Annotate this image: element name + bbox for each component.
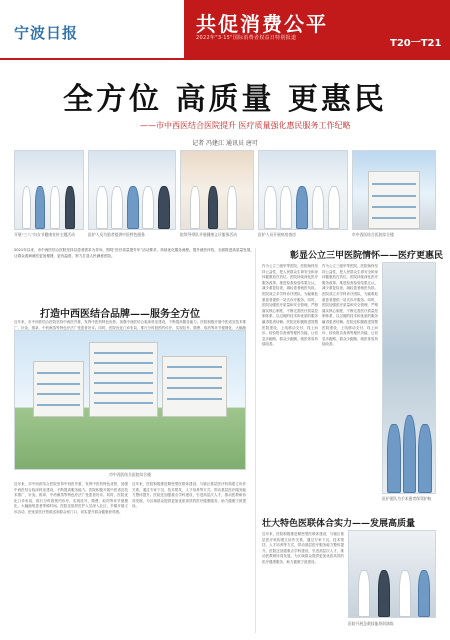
photo-free-clinic [180,150,254,230]
section-heading [262,516,415,529]
photo-caption: 市中西医结合医院综合楼 [109,472,151,477]
section-heading [290,248,443,261]
photo-surgery-team [382,262,436,494]
lead-paragraph: 2021年以来，市中西医结合医院坚持以患者需求为导向，围绕“医疗质量提升年”活动要求，持续优化服务流程，提升就医体验，全面推进高质量发展，让群众看病就医更加便捷、更有温度，努力打造人民满意医院。 [14,248,254,258]
section-heading-text: 打造中西医结合品牌——服务全方位 [40,309,200,320]
section-body: 近年来，市中西医结合医院坚持中西医并重，发挥中医药特色优势，加强中西医结合临床科室建设，不断提高服务能力。医院积极开展中医适宜技术推广，针灸、推拿、中药熏蒸等特色疗法广受患者好评。同时，医院优化门诊布局，推行分时段预约诊疗，实现挂号、缴费、取药等环节便捷化，大幅缩 [14,320,246,330]
photo-caption: 开展“三八”妇女节健康宣传主题活动 [14,232,75,237]
article-subtitle: ——市中西医结合医院提升 医疗质量强化惠民服务工作纪略 [140,121,351,130]
masthead: 宁波日报 [14,24,79,42]
photo-caption: 医护人员开展病房查房 [258,232,296,237]
section-body: 近年来，医院积极推进紧密型医联体建设，与辖区基层医疗机构建立协作关系，通过专家下沉、技术帮扶、人才培养等方式，带动基层医疗服务能力整体提升。医院还加强重点学科建设，引进高层次人才，推动医教研协同发展，为区域群众提供更加优质高效的医疗健康服务，助力健康宁波建设。 [132,482,246,509]
section-heading [40,305,200,320]
photo-caption: 院领导带队开展健康义诊服务活动 [180,232,237,237]
section-subtitle: 2022年"3·15"国际消费者权益日特别报道 [196,35,297,41]
page-number: T20一T21 [390,38,442,49]
section-heading-text: 壮大特色医联体合实力——发展高质量 [262,519,416,529]
section-body: 作为公立三级甲等医院，医院始终坚持公益性，把人民群众生命安全和身体健康放在首位。医院持续深化医疗服务改革，推进检查检验结果互认，减少重复检查，减轻患者就医负担。医院成立多学科诊疗团队，为疑难危重患者提供一站式诊疗服务。同时，医院加强医疗质量和安全管理，严格落实核心制度，不断完善医疗质量控制体系，以过硬的技术和优质的服务赢得患者信赖。医院还积极推进智慧医院建设，上线移动支付、线上问诊、检验报告查询等便民功能，让信息多跑路、群众少跑腿，就医体验持续改善。 [262,264,318,347]
article-byline: 记者 冯建江 通讯员 唐可 [192,140,258,147]
photo-ward-rounds [258,150,348,230]
photo-caption: 市中西医结合医院综合楼 [352,232,394,237]
photo-caption: 医护人员为患者提供中医特色服务 [88,232,145,237]
section-title: 共促消费公平 [196,12,328,36]
page-header [0,0,450,60]
photo-caption: 医院开展急救技能培训演练 [348,621,394,626]
photo-caption: 医护团队为手术患者保驾护航 [382,496,432,501]
photo-emergency-training [348,530,436,618]
article-title: 全方位 高质量 更惠民 [63,82,387,117]
photo-womens-day [14,150,84,230]
photo-hospital-exterior [352,150,436,230]
photo-tcm-service [88,150,176,230]
section-body: 作为公立三级甲等医院，医院始终坚持公益性，把人民群众生命安全和身体健康放在首位。医院持续深化医疗服务改革，推进检查检验结果互认，减少重复检查，减轻患者就医负担。医院成立多学科诊疗团队，为疑难危重患者提供一站式诊疗服务。同时，医院加强医疗质量和安全管理，严格落实核心制度，不断完善医疗质量控制体系，以过硬的技术和优质的服务赢得患者信赖。医院还积极推进智慧医院建设，上线移动支付、线上问诊、检验报告查询等便民功能，让信息多跑路、群众少跑腿，就医体验持续改善。 [322,264,378,347]
section-heading-text: 彰显公立三甲医院情怀——医疗更惠民 [290,251,444,261]
column-divider [255,248,256,633]
photo-hospital-building [14,330,246,470]
section-body: 近年来，医院积极推进紧密型医联体建设，与辖区基层医疗机构建立协作关系，通过专家下沉、技术帮扶、人才培养等方式，带动基层医疗服务能力整体提升。医院还加强重点学科建设，引进高层次人才，推动医教研协同发展，为区域群众提供更加优质高效的医疗健康服务，助力健康宁波建设。 [262,532,344,564]
section-body: 近年来，市中西医结合医院坚持中西医并重，发挥中医药特色优势，加强中西医结合临床科室建设，不断提高服务能力。医院积极开展中医适宜技术推广，针灸、推拿、中药熏蒸等特色疗法广受患者好评。同时，医院优化门诊布局，推行分时段预约诊疗，实现挂号、缴费、取药等环节便捷化，大幅缩短患者等候时间。医院还组织医护人员深入社区、乡镇开展义诊活动，把优质医疗资源送到群众家门口，切实提升群众健康获得感。 [14,482,128,514]
